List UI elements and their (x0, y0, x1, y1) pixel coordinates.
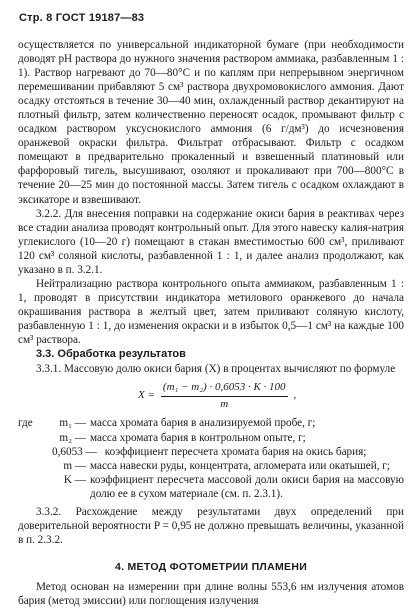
definitions-list (18, 416, 404, 500)
formula-numerator: (m₁ − m₂) · 0,6053 · K · 100 (161, 381, 288, 397)
formula (18, 381, 404, 412)
formula-lhs: X = (138, 389, 155, 402)
definition-symbol: K — (63, 473, 86, 486)
definition-text: коэффициент пересчета хромата бария на окись бария; (104, 445, 367, 458)
paragraph-4: Метод основан на измерении при длине волны 553,6 нм излучения атомов бария (метод эмиссии) или поглощения излучения (18, 581, 404, 608)
paragraph-neutralization: Нейтрализацию раствора контрольного опыта аммиаком, разбавленным 1 : 1, проводят в присутствии индикатора метилового оранжевого до начала окрашивания раствора в желтый цвет, затем приливают соляную кислоту, разбавленную 1 : 1, до изменения окраски и в избыток 0,5—1 см³ на каждые 100 см³ раствора. (18, 277, 404, 346)
definition-symbol: 0,6053 — (52, 445, 97, 458)
page-header: Стр. 8 ГОСТ 19187—83 (19, 12, 145, 24)
paragraph-continued: осуществляется по универсальной индикаторной бумаге (при необходимости доводят рН раствора до нужного значения раствором аммиака, разбавленным 1 : 1). Раствор нагревают до 70—80°С и по каплям при непрерывном энергичном перемешивании прибавляют 5 см³ раствора двухромовокислого аммония. Дают осадку отстояться в течение 30—40 мин, охлажденный раствор декантируют на плотный фильтр, затем количественно переносят осадок, промывают фильтр с осадком раствором уксуснокислого аммония (6 г/дм³) до исчезновения оранжевой окраски фильтра. Фильтрат отбрасывают. Фильтр с осадком помещают в предварительно прокаленный и взвешенный платиновый или фарфоровый тигель, высушивают, озоляют и прокаливают при 700—800°С в течение 20—25 мин до постоянной массы. Затем тигель с осадком охлаждают в эксикаторе и взвешивают. (18, 39, 404, 206)
definition-symbol: m₂ — (59, 431, 86, 444)
definition-lead: где (18, 417, 33, 430)
definition-symbol: m — (63, 459, 86, 472)
definition-text: масса хромата бария в анализируемой пробе, г; (90, 417, 316, 430)
section-4-title: 4. МЕТОД ФОТОМЕТРИИ ПЛАМЕНИ (114, 560, 308, 573)
definition-item (18, 445, 404, 459)
document-body (18, 38, 404, 608)
definition-text: коэффициент пересчета массовой доли окиси бария на массовую долю ее в сухом материале (см. п. 2.3.1). (90, 473, 404, 500)
definition-item (18, 431, 404, 445)
paragraph-3-3-1: 3.3.1. Массовую долю окиси бария (X) в процентах вычисляют по формуле (36, 362, 396, 375)
definition-item (18, 459, 404, 473)
paragraph-3-3-2: 3.3.2. Расхождение между результатами двух определений при доверительной вероятности P = 0,95 не должно превышать величины, указанной в п. 2.3.2. (18, 505, 404, 546)
formula-end: , (293, 389, 297, 402)
definition-text: масса хромата бария в контрольном опыте, г; (90, 431, 306, 444)
section-3-3-title: 3.3. Обработка результатов (36, 348, 186, 361)
formula-fraction (161, 381, 288, 412)
paragraph-3-2-2: 3.2.2. Для внесения поправки на содержание окиси бария в реактивах через все стадии анализа проводят контрольный опыт. Для этого навеску калия-натрия углекислого (10—20 г) помещают в стакан вместимостью 600 см³, приливают 120 см³ соляной кислоты, разбавленной 1 : 1, и далее анализ продолжают, как указано в п. 3.2.1. (18, 207, 404, 276)
definition-item (18, 473, 404, 501)
formula-denominator: m (220, 397, 229, 410)
definition-symbol: m₁ — (59, 417, 86, 430)
definition-item (18, 416, 404, 430)
definition-text: масса навески руды, концентрата, агломерата или окатышей, г; (90, 459, 391, 472)
